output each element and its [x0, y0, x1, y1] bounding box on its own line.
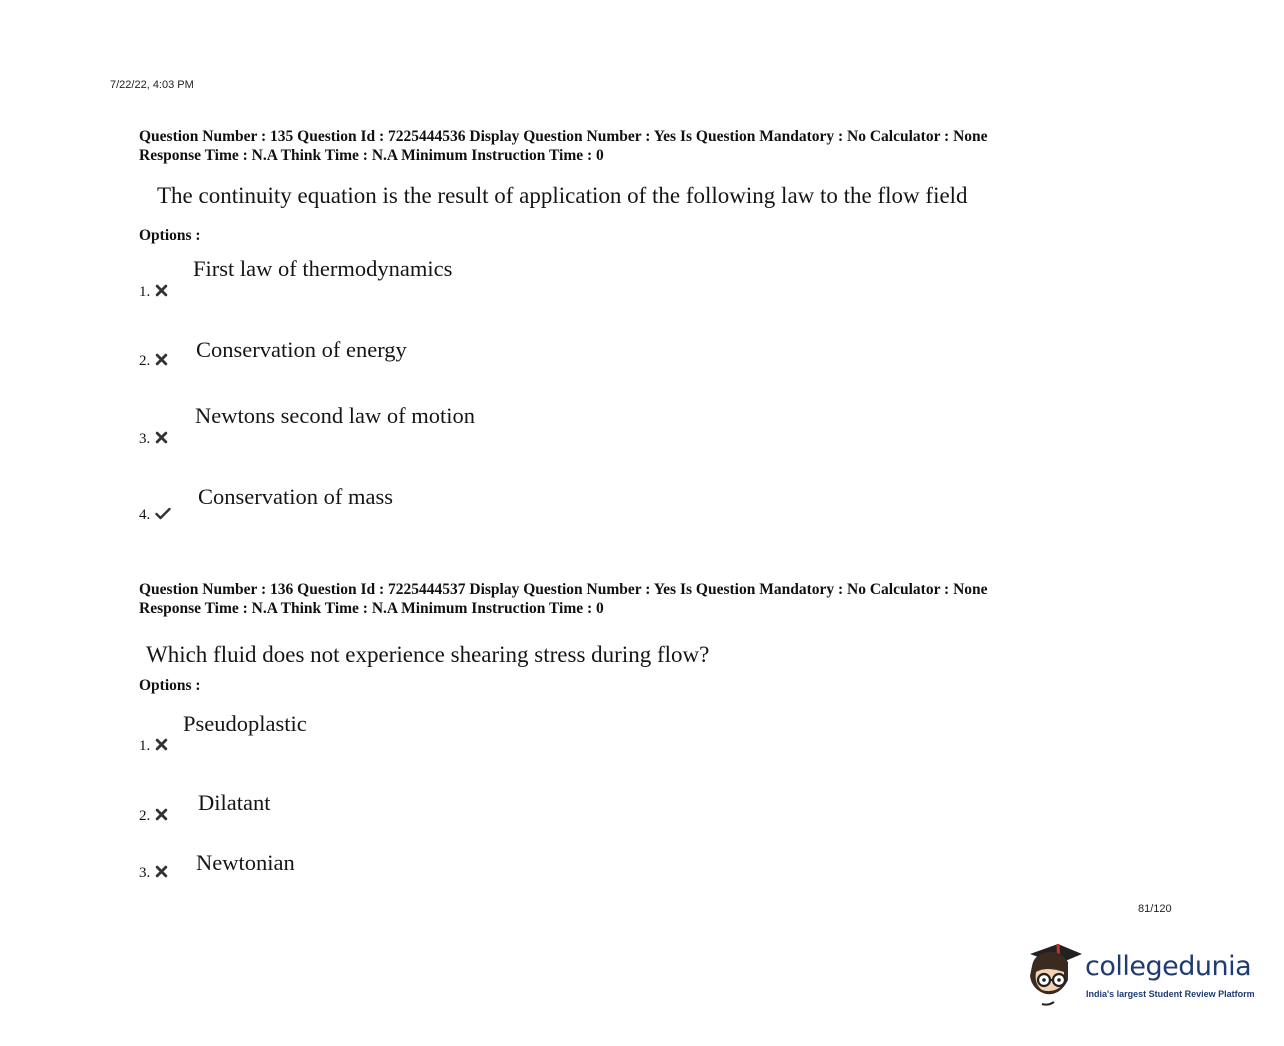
option-text: Newtons second law of motion — [195, 403, 475, 428]
question-text: The continuity equation is the result of application of the following law to the flow field — [157, 183, 968, 208]
option-number: 1. — [139, 738, 168, 755]
question-meta-line2: Response Time : N.A Think Time : N.A Minimum Instruction Time : 0 — [139, 600, 604, 617]
options-label: Options : — [139, 677, 201, 694]
brand-name: collegedunia — [1085, 951, 1252, 982]
cross-icon — [155, 284, 168, 297]
question-meta-line1: Question Number : 135 Question Id : 7225444536 Display Question Number : Yes Is Question Mandatory : No Calculator : None — [139, 128, 988, 145]
option-text: Conservation of mass — [198, 484, 393, 509]
print-timestamp: 7/22/22, 4:03 PM — [110, 79, 194, 91]
option-text: Newtonian — [196, 850, 295, 875]
cross-icon — [155, 808, 168, 821]
collegedunia-logo — [1024, 938, 1256, 1010]
option-number: 3. — [139, 865, 168, 882]
page-number: 81/120 — [1138, 903, 1172, 915]
option-text: Conservation of energy — [196, 337, 407, 362]
question-meta-line1: Question Number : 136 Question Id : 7225444537 Display Question Number : Yes Is Question Mandatory : No Calculator : None — [139, 581, 988, 598]
question-meta-line2: Response Time : N.A Think Time : N.A Minimum Instruction Time : 0 — [139, 147, 604, 164]
option-number: 2. — [139, 353, 168, 370]
option-number: 4. — [139, 507, 171, 524]
cross-icon — [155, 353, 168, 366]
option-text: Dilatant — [198, 790, 271, 815]
mascot-icon — [1024, 940, 1086, 1008]
option-text: First law of thermodynamics — [193, 256, 453, 281]
cross-icon — [155, 431, 168, 444]
option-text: Pseudoplastic — [183, 711, 307, 736]
options-label: Options : — [139, 227, 201, 244]
option-number: 3. — [139, 431, 168, 448]
cross-icon — [155, 865, 168, 878]
option-number: 2. — [139, 808, 168, 825]
check-icon — [155, 507, 171, 520]
brand-tagline: India's largest Student Review Platform — [1086, 989, 1255, 999]
cross-icon — [155, 738, 168, 751]
option-number: 1. — [139, 284, 168, 301]
question-text: Which fluid does not experience shearing stress during flow? — [146, 642, 710, 667]
